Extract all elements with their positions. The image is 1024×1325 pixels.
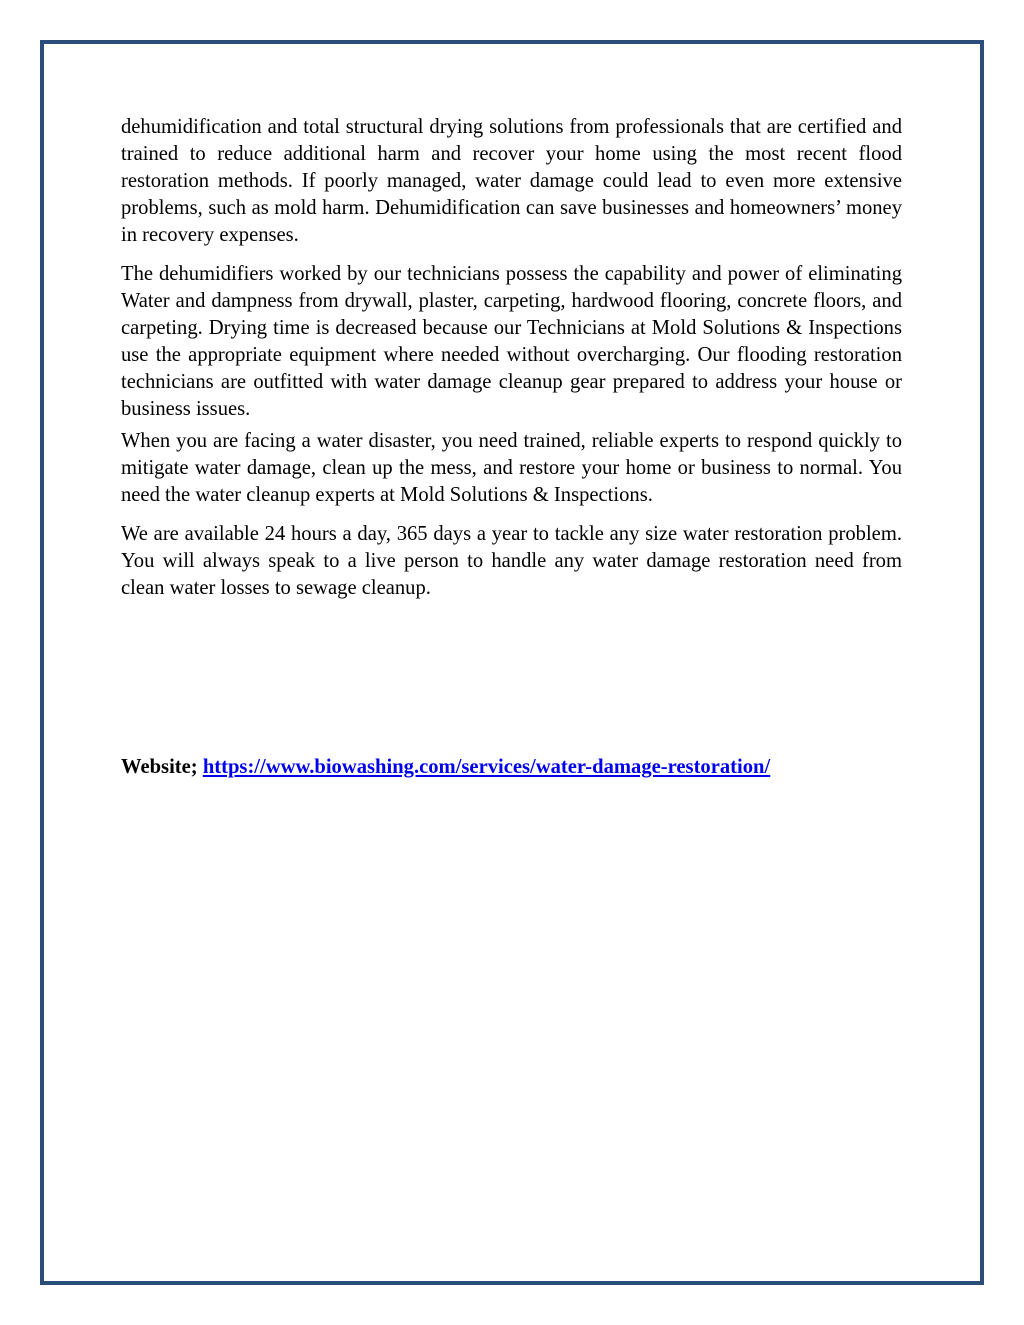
document-body: [121, 114, 902, 602]
paragraph-dehumidification: dehumidification and total structural drying solutions from professionals that are certified and trained to reduce additional harm and recover your home using the most recent flood restoration methods. If poorly managed, water damage could lead to even more extensive problems, such as mold harm. Dehumidification can save businesses and homeowners’ money in recovery expenses.: [121, 116, 902, 246]
website-link[interactable]: https://www.biowashing.com/services/water-damage-restoration/: [202, 756, 771, 778]
paragraph-water-disaster: When you are facing a water disaster, you need trained, reliable experts to respond quickly to mitigate water damage, clean up the mess, and restore your home or business to normal. You need the water cleanup experts at Mold Solutions & Inspections.: [121, 430, 902, 506]
website-label: Website;: [121, 756, 198, 778]
paragraph-availability: We are available 24 hours a day, 365 days a year to tackle any size water restoration problem. You will always speak to a live person to handle any water damage restoration need from clean water losses to sewage cleanup.: [121, 523, 902, 599]
website-line: [121, 754, 770, 781]
paragraph-dehumidifiers: The dehumidifiers worked by our technicians possess the capability and power of eliminating Water and dampness from drywall, plaster, carpeting, hardwood flooring, concrete floors, and carpeting. Drying time is decreased because our Technicians at Mold Solutions & Inspections use the appropriate equipment where needed without overcharging. Our flooding restoration technicians are outfitted with water damage cleanup gear prepared to address your house or business issues.: [121, 263, 902, 420]
